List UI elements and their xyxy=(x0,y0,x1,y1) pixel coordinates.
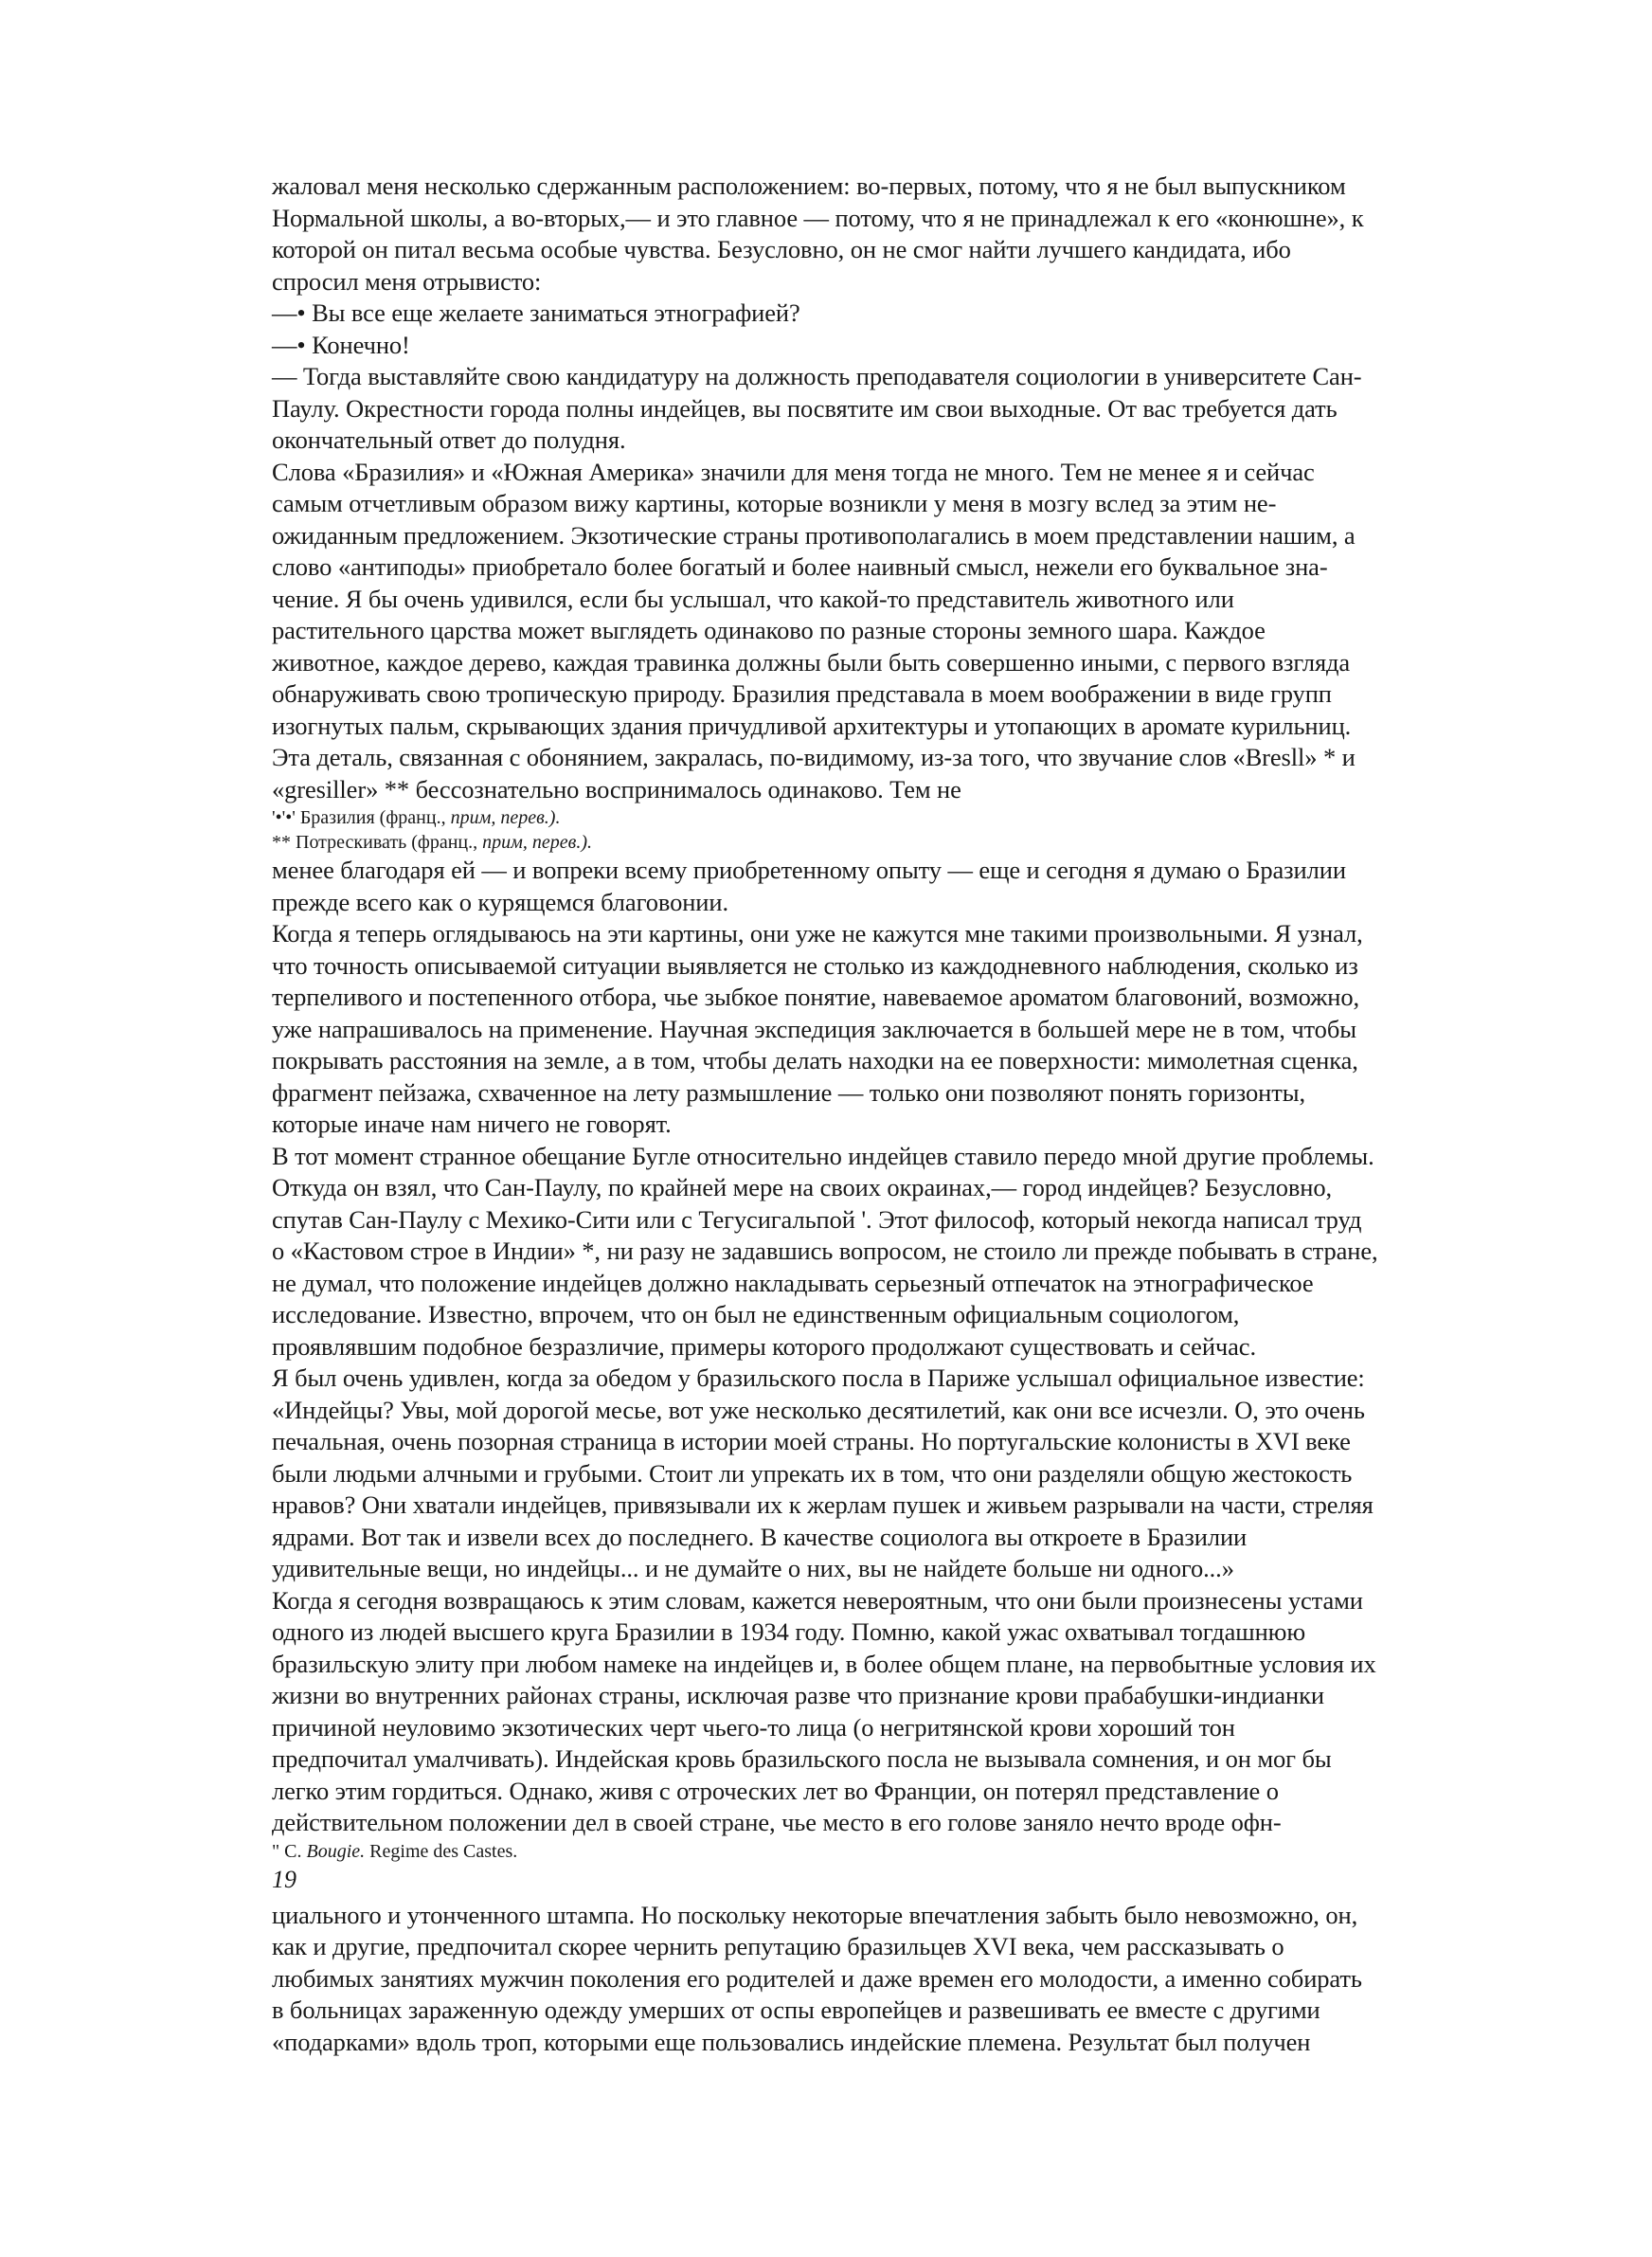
text-line: В тот момент странное обещание Бугле относительно индейцев ставило передо мной другие проблемы. xyxy=(272,1141,1374,1170)
text-line: — Тогда выставляйте свою кандидатуру на должность преподавателя социологии в университете Сан- xyxy=(272,362,1362,390)
text-line: фрагмент пейзажа, схваченное на лету размышление — только они позволяют понять горизонты, xyxy=(272,1077,1305,1107)
text-line: слово «антиподы» приобретало более богатый и более наивный смысл, нежели его буквальное зна- xyxy=(272,552,1328,581)
text-line: животное, каждое дерево, каждая травинка должны были быть совершенно иными, с первого взгляда xyxy=(272,647,1351,677)
footnote-text: ** Потрескивать (франц., xyxy=(272,832,483,853)
text-line: проявлявшим подобное безразличие, примеры которого продолжают существовать и сейчас. xyxy=(272,1331,1256,1361)
text-line: —• Конечно! xyxy=(272,330,410,359)
text-line: печальная, очень позорная страница в истории моей страны. Но португальские колонисты в XVI веке xyxy=(272,1427,1351,1455)
text-line: которой он питал весьма особые чувства. Безусловно, он не смог найти лучшего кандидата, ибо xyxy=(272,235,1291,263)
text-line: спросил меня отрывисто: xyxy=(272,266,542,296)
footnotes-top xyxy=(272,805,1522,855)
footnote-prefix: " C. xyxy=(272,1840,307,1862)
text-block-bottom xyxy=(272,1900,1522,2059)
text-line: Откуда он взял, что Сан-Паулу, по крайней мере на своих окраинах,— город индейцев? Безусловно, xyxy=(272,1173,1333,1201)
text-line: Я был очень удивлен, когда за обедом у бразильского посла в Париже услышал официальное известие: xyxy=(272,1363,1365,1392)
text-line: были людьми алчными и грубыми. Стоит ли упрекать их в том, что они разделяли общую жестокость xyxy=(272,1458,1353,1488)
footnote xyxy=(272,830,1522,855)
text-line: «gresiller» ** бессознательно воспринималось одинаково. Тем не xyxy=(272,774,961,803)
text-line: «Индейцы? Увы, мой дорогой месье, вот уже несколько десятилетий, как они все исчезли. О, это очень xyxy=(272,1395,1365,1424)
text-line: Когда я теперь оглядываюсь на эти картины, они уже не кажутся мне такими произвольными. Я узнал, xyxy=(272,919,1363,948)
text-line: в больницах зараженную одежду умерших от оспы европейцев и развешивать ее вместе с другими xyxy=(272,1995,1320,2024)
text-line: Нормальной школы, а во-вторых,— и это главное — потому, что я не принадлежал к его «конюшне», к xyxy=(272,203,1364,232)
text-line: исследование. Известно, впрочем, что он был не единственным официальным социологом, xyxy=(272,1300,1240,1328)
text-line: прежде всего как о курящемся благовонии. xyxy=(272,887,728,916)
text-line: жизни во внутренних районах страны, исключая разве что признание крови прабабушки-индианки xyxy=(272,1681,1324,1709)
text-line: причиной неуловимо экзотических черт чьего-то лица (о негритянской крови хороший тон xyxy=(272,1712,1235,1742)
text-line: покрывать расстояния на земле, а в том, чтобы делать находки на ее поверхности: мимолетная сценка, xyxy=(272,1046,1358,1074)
text-line: уже напрашивалось на применение. Научная экспедиция заключается в большей мере не в том, чтобы xyxy=(272,1014,1356,1043)
text-line: Паулу. Окрестности города полны индейцев, вы посвятите им свои выходные. От вас требуется дать xyxy=(272,393,1338,423)
text-line: Слова «Бразилия» и «Южная Америка» значили для меня тогда не много. Тем не менее я и сейчас xyxy=(272,457,1315,486)
text-line: нравов? Они хватали индейцев, привязывали их к жерлам пушек и живьем разрывали на части, стреляя xyxy=(272,1490,1374,1519)
text-line: жаловал меня несколько сдержанным расположением: во-первых, потому, что я не был выпускником xyxy=(272,172,1346,200)
text-line: циального и утонченного штампа. Но поскольку некоторые впечатления забыть было невозможно, он, xyxy=(272,1900,1358,1929)
text-line: терпеливого и постепенного отбора, чье зыбкое понятие, навеваемое ароматом благовоний, возможно, xyxy=(272,983,1360,1011)
text-line: предпочитал умалчивать). Индейская кровь бразильского посла не вызывала сомнения, и он мог бы xyxy=(272,1744,1332,1773)
text-line: действительном положении дел в своей стране, чье место в его голове заняло нечто вроде офн- xyxy=(272,1808,1282,1836)
footnote-note: прим, перев.). xyxy=(450,807,561,828)
footnote-note: прим, перев.). xyxy=(482,832,592,853)
text-line: одного из людей высшего круга Бразилии в 1934 году. Помню, какой ужас охватывал тогдашнюю xyxy=(272,1617,1306,1646)
text-line: Когда я сегодня возвращаюсь к этим словам, кажется невероятным, что они были произнесены устами xyxy=(272,1585,1363,1615)
text-line: бразильскую элиту при любом намеке на индейцев и, в более общем плане, на первобытные условия их xyxy=(272,1649,1376,1678)
text-line: ядрами. Вот так и извели всех до последнего. В качестве социолога вы откроете в Бразилии xyxy=(272,1522,1248,1551)
text-line: растительного царства может выглядеть одинаково по разные стороны земного шара. Каждое xyxy=(272,616,1266,644)
text-line: чение. Я бы очень удивился, если бы услышал, что какой-то представитель животного или xyxy=(272,584,1234,613)
page-number: 19 xyxy=(272,1865,296,1893)
text-block-middle xyxy=(272,855,1522,1839)
text-line: менее благодаря ей — и вопреки всему приобретенному опыту — еще и сегодня я думаю о Бразилии xyxy=(272,856,1346,884)
text-line: как и другие, предпочитал скорее чернить репутацию бразильцев XVI века, чем рассказывать о xyxy=(272,1932,1284,1960)
footnote xyxy=(272,805,1522,830)
text-line: окончательный ответ до полудня. xyxy=(272,425,626,454)
text-line: обнаруживать свою тропическую природу. Бразилия представала в моем воображении в виде групп xyxy=(272,679,1332,708)
text-line: самым отчетливым образом вижу картины, которые возникли у меня в мозгу вслед за этим не- xyxy=(272,489,1277,517)
text-line: Эта деталь, связанная с обонянием, закралась, по-видимому, из-за того, что звучание слов «Bresll» * и xyxy=(272,743,1356,771)
footnote-title: Regime des Castes. xyxy=(365,1840,518,1862)
text-line: «подарками» вдоль троп, которыми еще пользовались индейские племена. Результат был получен xyxy=(272,2027,1311,2056)
text-line: изогнутых пальм, скрывающих здания причудливой архитектуры и утопающих в аромате курильниц. xyxy=(272,711,1352,740)
text-line: что точность описываемой ситуации выявляется не столько из каждодневного наблюдения, сколько из xyxy=(272,950,1358,980)
text-line: легко этим гордиться. Однако, живя с отроческих лет во Франции, он потерял представление о xyxy=(272,1776,1279,1805)
text-line: которые иначе нам ничего не говорят. xyxy=(272,1110,672,1138)
text-line: спутав Сан-Паулу с Мехико-Сити или с Тегусигальпой '. Этот философ, который некогда написал труд xyxy=(272,1204,1362,1234)
text-line: любимых занятиях мужчин поколения его родителей и даже времен его молодости, а именно собирать xyxy=(272,1963,1362,1993)
text-line: ожиданным предложением. Экзотические страны противополагались в моем представлении нашим, а xyxy=(272,520,1356,550)
footnote xyxy=(272,1839,1522,1864)
text-line: удивительные вещи, но индейцы... и не думайте о них, вы не найдете больше ни одного...» xyxy=(272,1554,1234,1582)
footnote-author: Bougie. xyxy=(306,1840,366,1862)
text-line: не думал, что положение индейцев должно накладывать серьезный отпечаток на этнографическое xyxy=(272,1268,1314,1297)
text-block-top xyxy=(272,171,1522,805)
text-line: —• Вы все еще желаете заниматься этнографией? xyxy=(272,298,800,327)
footnote-text: '•'•' Бразилия (франц., xyxy=(272,807,451,828)
text-line: о «Кастовом строе в Индии» *, ни разу не задавшись вопросом, не стоило ли прежде побывать в стране, xyxy=(272,1237,1378,1265)
document-page xyxy=(272,171,1522,2058)
